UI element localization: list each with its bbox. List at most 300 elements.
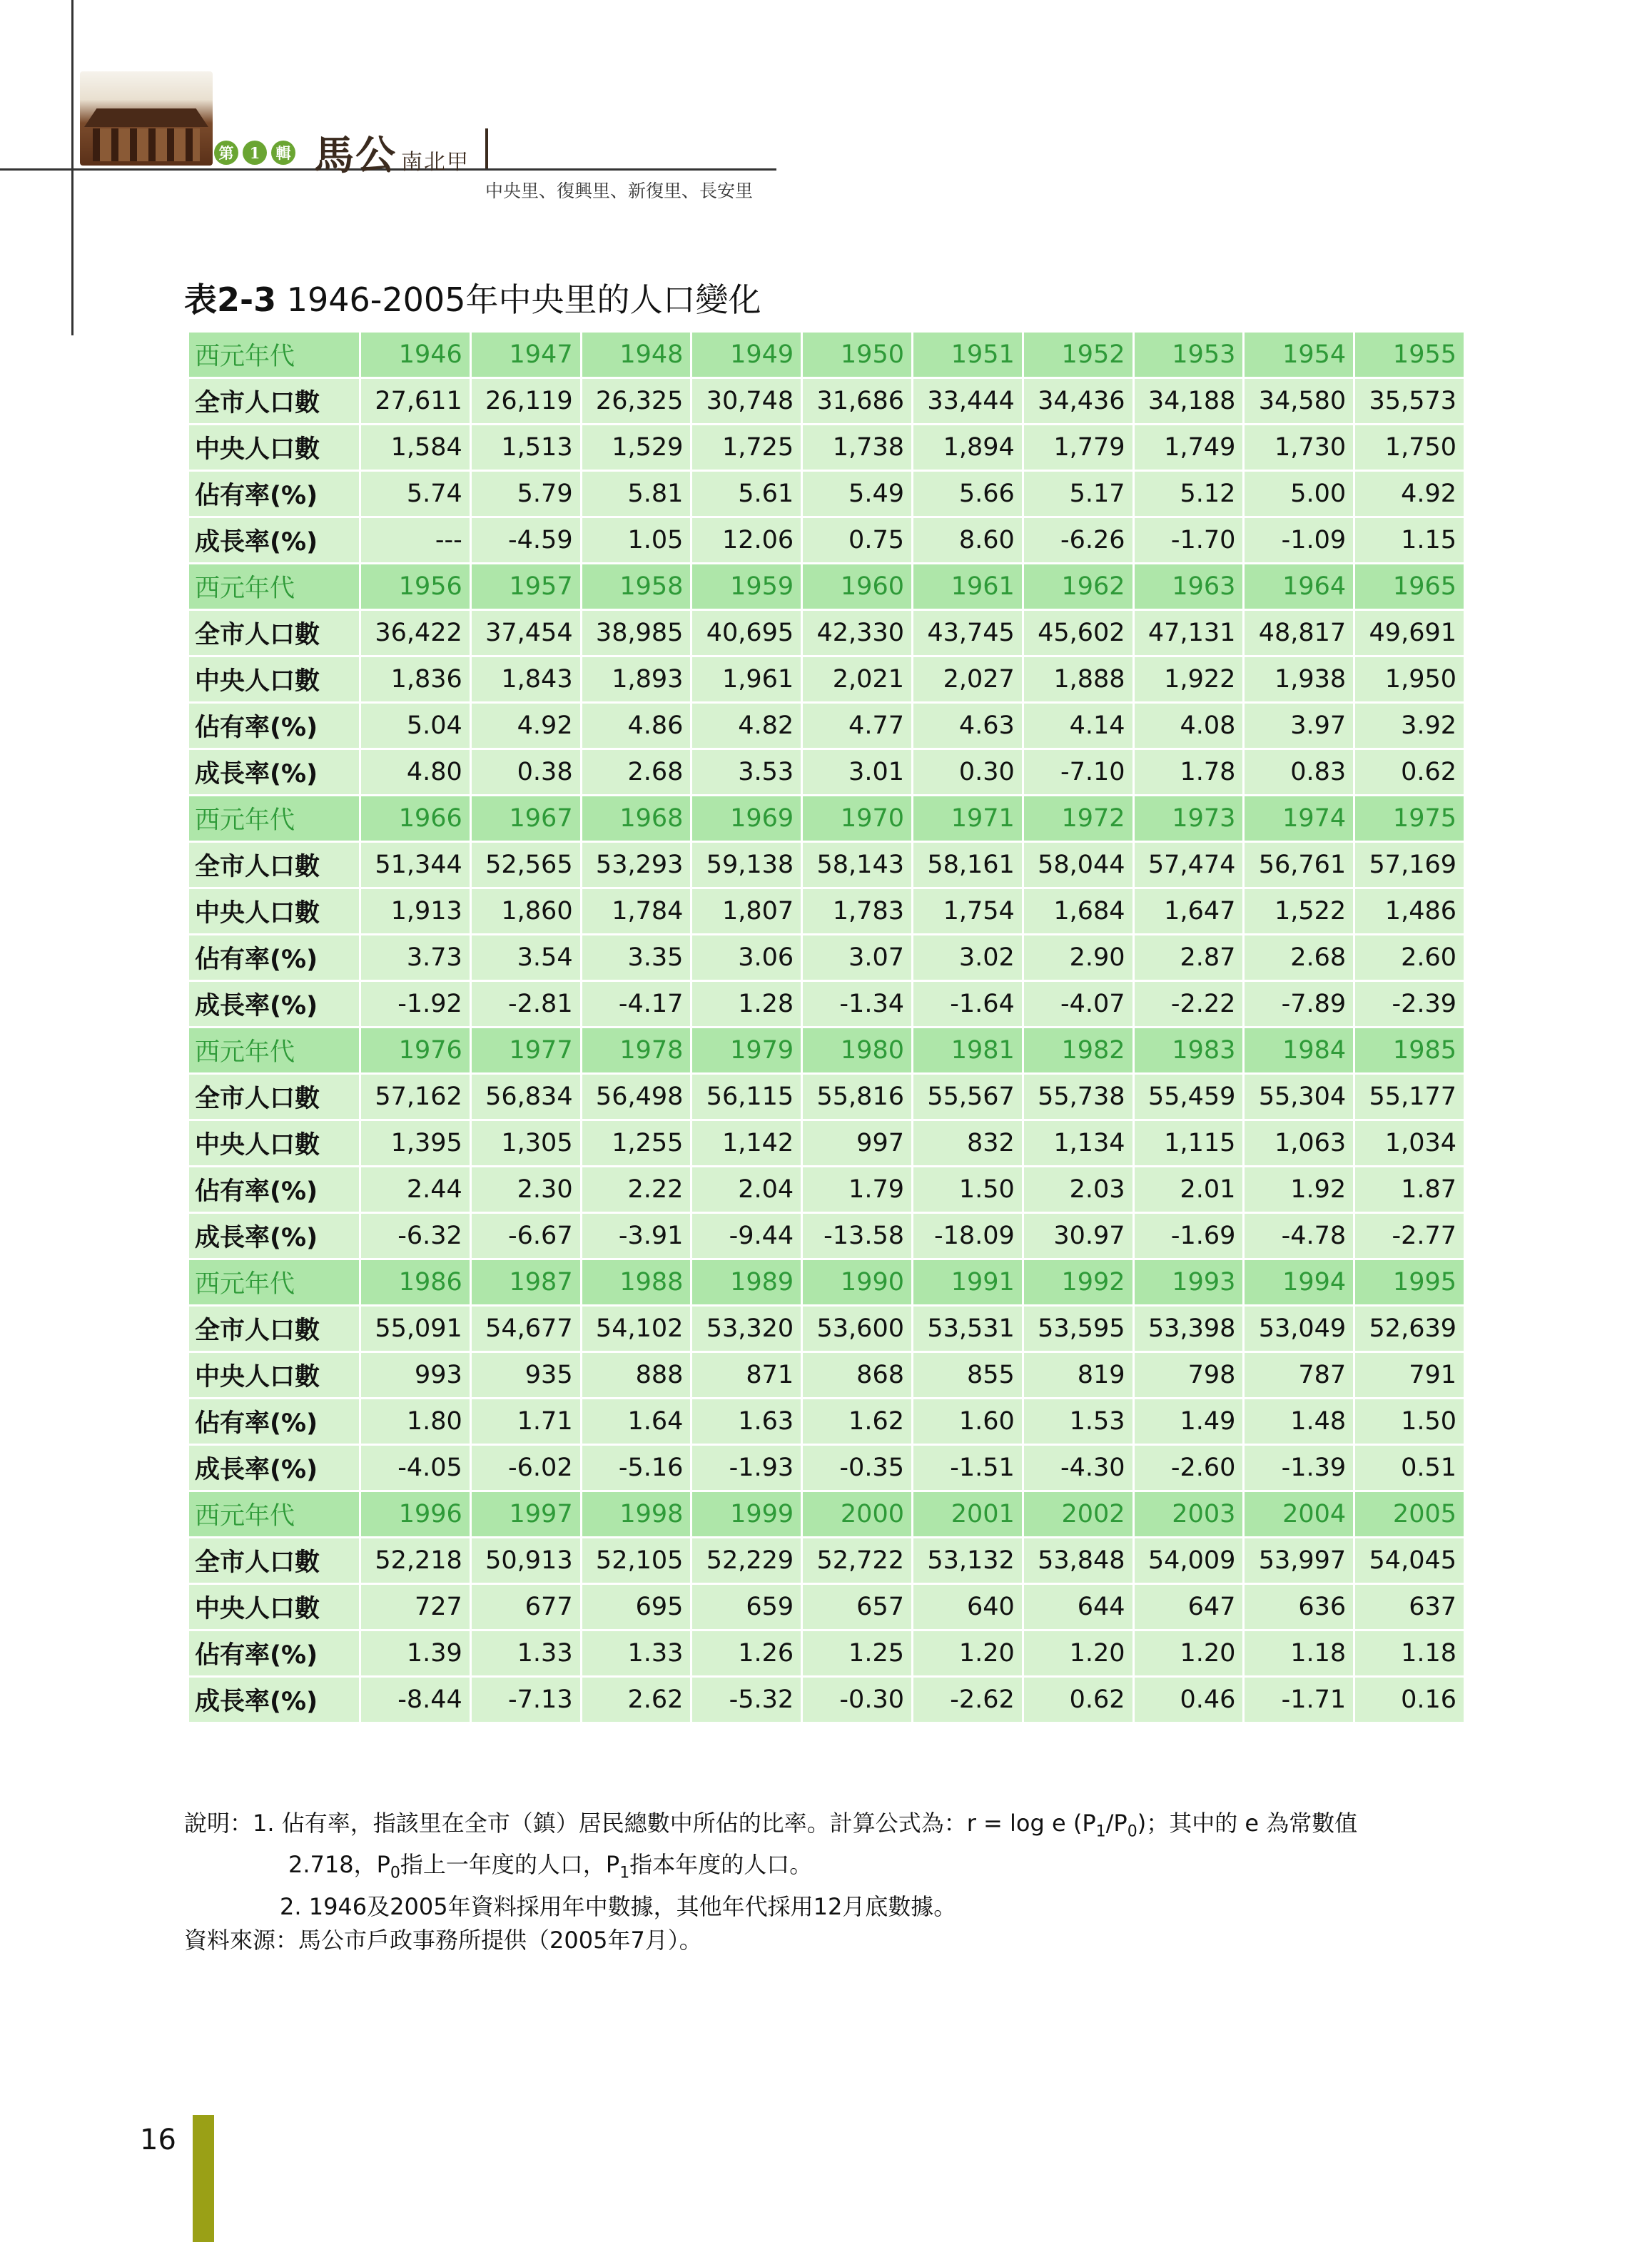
table-cell: 49,691 — [1355, 611, 1464, 655]
table-cell: 1.48 — [1245, 1399, 1353, 1444]
table-cell: 819 — [1024, 1353, 1132, 1397]
table-cell: 1,754 — [913, 889, 1022, 933]
table-cell: -4.07 — [1024, 982, 1132, 1026]
table-cell: 1.33 — [582, 1631, 691, 1675]
table-cell: -0.30 — [803, 1678, 911, 1722]
year-cell: 1959 — [692, 564, 801, 609]
table-cell: 8.60 — [913, 518, 1022, 562]
year-cell: 1950 — [803, 333, 911, 377]
year-cell: 1991 — [913, 1260, 1022, 1304]
table-cell: 38,985 — [582, 611, 691, 655]
table-cell: 2.04 — [692, 1167, 801, 1212]
table-cell: 1.05 — [582, 518, 691, 562]
year-cell: 1970 — [803, 796, 911, 841]
year-cell: 1963 — [1135, 564, 1243, 609]
table-cell: 1.63 — [692, 1399, 801, 1444]
table-cell: 727 — [361, 1585, 470, 1629]
table-cell: 868 — [803, 1353, 911, 1397]
table-cell: 0.30 — [913, 750, 1022, 794]
share-row — [189, 472, 1464, 516]
year-cell: 1981 — [913, 1028, 1022, 1072]
table-cell: 935 — [472, 1353, 580, 1397]
year-cell: 1965 — [1355, 564, 1464, 609]
table-cell: 12.06 — [692, 518, 801, 562]
year-cell: 1977 — [472, 1028, 580, 1072]
table-cell: 4.86 — [582, 704, 691, 748]
table-cell: 52,218 — [361, 1538, 470, 1583]
table-cell: 993 — [361, 1353, 470, 1397]
table-cell: 1.80 — [361, 1399, 470, 1444]
year-row — [189, 564, 1464, 609]
table-cell: 1,142 — [692, 1121, 801, 1165]
table-cell: -1.71 — [1245, 1678, 1353, 1722]
table-cell: 55,816 — [803, 1075, 911, 1119]
year-cell: 1968 — [582, 796, 691, 841]
table-cell: 787 — [1245, 1353, 1353, 1397]
year-cell: 1992 — [1024, 1260, 1132, 1304]
table-cell: 5.79 — [472, 472, 580, 516]
table-cell: -2.62 — [913, 1678, 1022, 1722]
table-cell: 3.73 — [361, 935, 470, 980]
table-cell: 3.07 — [803, 935, 911, 980]
note-2-text-a: 2.718，P — [288, 1851, 390, 1879]
year-cell: 1948 — [582, 333, 691, 377]
table-cell: 34,436 — [1024, 379, 1132, 423]
table-cell: 57,169 — [1355, 843, 1464, 887]
year-cell: 1955 — [1355, 333, 1464, 377]
year-cell: 1979 — [692, 1028, 801, 1072]
note-line-1 — [184, 1807, 1469, 1848]
table-cell: 2.87 — [1135, 935, 1243, 980]
table-cell: 1.33 — [472, 1631, 580, 1675]
table-cell: -2.77 — [1355, 1214, 1464, 1258]
table-cell: 43,745 — [913, 611, 1022, 655]
row-label: 佔有率(%) — [189, 1399, 359, 1444]
table-cell: 51,344 — [361, 843, 470, 887]
year-cell: 2003 — [1135, 1492, 1243, 1536]
table-cell: 1.71 — [472, 1399, 580, 1444]
table-cell: 1,836 — [361, 657, 470, 701]
table-cell: 3.97 — [1245, 704, 1353, 748]
table-cell: 1.50 — [1355, 1399, 1464, 1444]
table-cell: 56,761 — [1245, 843, 1353, 887]
table-cell: 58,143 — [803, 843, 911, 887]
table-cell: 659 — [692, 1585, 801, 1629]
table-cell: -4.78 — [1245, 1214, 1353, 1258]
year-cell: 2001 — [913, 1492, 1022, 1536]
table-cell: 33,444 — [913, 379, 1022, 423]
table-cell: 888 — [582, 1353, 691, 1397]
table-cell: -3.91 — [582, 1214, 691, 1258]
table-cell: 52,105 — [582, 1538, 691, 1583]
year-cell: 1957 — [472, 564, 580, 609]
table-cell: -0.35 — [803, 1446, 911, 1490]
table-cell: 35,573 — [1355, 379, 1464, 423]
row-label: 西元年代 — [189, 1492, 359, 1536]
table-cell: 4.14 — [1024, 704, 1132, 748]
table-cell: 5.00 — [1245, 472, 1353, 516]
table-cell: -1.51 — [913, 1446, 1022, 1490]
table-cell: 54,045 — [1355, 1538, 1464, 1583]
table-cell: 1.64 — [582, 1399, 691, 1444]
table-cell: 4.80 — [361, 750, 470, 794]
table-cell: 1,950 — [1355, 657, 1464, 701]
chapter-badge-char: 輯 — [271, 141, 295, 165]
table-cell: 55,567 — [913, 1075, 1022, 1119]
table-cell: 53,049 — [1245, 1307, 1353, 1351]
table-cell: 695 — [582, 1585, 691, 1629]
table-cell: 56,498 — [582, 1075, 691, 1119]
year-cell: 2005 — [1355, 1492, 1464, 1536]
table-cell: 53,600 — [803, 1307, 911, 1351]
table-cell: 1.92 — [1245, 1167, 1353, 1212]
table-cell: 1.50 — [913, 1167, 1022, 1212]
year-cell: 1999 — [692, 1492, 801, 1536]
chapter-badge-number: 1 — [243, 141, 267, 165]
table-cell: 2.22 — [582, 1167, 691, 1212]
table-cell: 1,749 — [1135, 425, 1243, 470]
table-cell: 53,132 — [913, 1538, 1022, 1583]
central-population-row — [189, 1353, 1464, 1397]
table-cell: 45,602 — [1024, 611, 1132, 655]
table-cell: 1.20 — [1135, 1631, 1243, 1675]
table-cell: 54,009 — [1135, 1538, 1243, 1583]
row-label: 中央人口數 — [189, 425, 359, 470]
row-label: 成長率(%) — [189, 518, 359, 562]
table-caption — [184, 274, 761, 321]
city-population-row — [189, 1075, 1464, 1119]
table-cell: 636 — [1245, 1585, 1353, 1629]
table-cell: 58,161 — [913, 843, 1022, 887]
table-cell: -1.39 — [1245, 1446, 1353, 1490]
table-cell: 26,119 — [472, 379, 580, 423]
table-cell: -6.67 — [472, 1214, 580, 1258]
table-cell: 55,304 — [1245, 1075, 1353, 1119]
note-2-subscript-0: 0 — [390, 1864, 400, 1882]
row-label: 佔有率(%) — [189, 1631, 359, 1675]
table-cell: 48,817 — [1245, 611, 1353, 655]
note-1-subscript-1: 1 — [1095, 1822, 1106, 1841]
note-1-text-a: 說明：1. 佔有率，指該里在全市（鎮）居民總數中所佔的比率。計算公式為：r = log e (P — [184, 1810, 1096, 1837]
year-cell: 1986 — [361, 1260, 470, 1304]
year-cell: 2002 — [1024, 1492, 1132, 1536]
table-cell: 26,325 — [582, 379, 691, 423]
table-cell: 1,779 — [1024, 425, 1132, 470]
table-cell: 2.68 — [582, 750, 691, 794]
table-cell: 53,595 — [1024, 1307, 1132, 1351]
year-cell: 1997 — [472, 1492, 580, 1536]
row-label: 中央人口數 — [189, 1121, 359, 1165]
chapter-title-small: 南北甲 — [401, 150, 470, 175]
table-cell: 4.63 — [913, 704, 1022, 748]
table-cell: 1,513 — [472, 425, 580, 470]
table-cell: 2.62 — [582, 1678, 691, 1722]
table-cell: 1,522 — [1245, 889, 1353, 933]
row-label: 佔有率(%) — [189, 1167, 359, 1212]
year-cell: 1949 — [692, 333, 801, 377]
table-cell: 1,730 — [1245, 425, 1353, 470]
table-cell: 1,738 — [803, 425, 911, 470]
population-table — [187, 330, 1466, 1724]
year-cell: 1988 — [582, 1260, 691, 1304]
table-cell: 0.16 — [1355, 1678, 1464, 1722]
city-population-row — [189, 379, 1464, 423]
header-vertical-rule — [71, 0, 74, 335]
year-cell: 1960 — [803, 564, 911, 609]
table-cell: 798 — [1135, 1353, 1243, 1397]
table-cell: 54,102 — [582, 1307, 691, 1351]
table-cell: -2.39 — [1355, 982, 1464, 1026]
growth-row — [189, 750, 1464, 794]
table-cell: 34,580 — [1245, 379, 1353, 423]
table-cell: 52,639 — [1355, 1307, 1464, 1351]
table-cell: 55,177 — [1355, 1075, 1464, 1119]
year-cell: 1996 — [361, 1492, 470, 1536]
table-cell: -5.16 — [582, 1446, 691, 1490]
table-cell: 56,834 — [472, 1075, 580, 1119]
table-cell: 1.28 — [692, 982, 801, 1026]
table-cell: 47,131 — [1135, 611, 1243, 655]
row-label: 成長率(%) — [189, 1678, 359, 1722]
year-cell: 1978 — [582, 1028, 691, 1072]
year-cell: 1947 — [472, 333, 580, 377]
population-table-body — [189, 333, 1464, 1722]
table-cell: 855 — [913, 1353, 1022, 1397]
table-cell: -2.22 — [1135, 982, 1243, 1026]
table-cell: 3.53 — [692, 750, 801, 794]
central-population-row — [189, 889, 1464, 933]
year-cell: 1971 — [913, 796, 1022, 841]
city-population-row — [189, 1538, 1464, 1583]
table-cell: 1.78 — [1135, 750, 1243, 794]
table-cell: -2.81 — [472, 982, 580, 1026]
table-cell: -1.09 — [1245, 518, 1353, 562]
table-cell: -7.89 — [1245, 982, 1353, 1026]
table-cell: 42,330 — [803, 611, 911, 655]
note-1-text-b: /P — [1105, 1810, 1127, 1837]
table-cell: 0.62 — [1355, 750, 1464, 794]
year-cell: 1962 — [1024, 564, 1132, 609]
note-line-3: 2. 1946及2005年資料採用年中數據，其他年代採用12月底數據。 — [280, 1892, 957, 1920]
table-cell: 52,565 — [472, 843, 580, 887]
source-line: 資料來源：馬公市戶政事務所提供（2005年7月）。 — [184, 1926, 702, 1954]
table-cell: 1,684 — [1024, 889, 1132, 933]
table-cell: 1,647 — [1135, 889, 1243, 933]
table-cell: -6.32 — [361, 1214, 470, 1258]
table-cell: 1,938 — [1245, 657, 1353, 701]
table-cell: 57,474 — [1135, 843, 1243, 887]
table-cell: 1.15 — [1355, 518, 1464, 562]
year-cell: 1952 — [1024, 333, 1132, 377]
footer-accent-bar — [193, 2115, 214, 2242]
year-cell: 1990 — [803, 1260, 911, 1304]
table-cell: 3.92 — [1355, 704, 1464, 748]
table-notes — [184, 1807, 1469, 1957]
table-cell: 3.06 — [692, 935, 801, 980]
table-cell: 1,486 — [1355, 889, 1464, 933]
year-cell: 1972 — [1024, 796, 1132, 841]
table-cell: 55,459 — [1135, 1075, 1243, 1119]
table-cell: 1,584 — [361, 425, 470, 470]
year-row — [189, 333, 1464, 377]
title-divider — [485, 128, 488, 168]
table-cell: -13.58 — [803, 1214, 911, 1258]
table-cell: 2.44 — [361, 1167, 470, 1212]
row-label: 全市人口數 — [189, 1075, 359, 1119]
year-cell: 1993 — [1135, 1260, 1243, 1304]
year-cell: 1982 — [1024, 1028, 1132, 1072]
table-cell: 59,138 — [692, 843, 801, 887]
table-cell: 53,398 — [1135, 1307, 1243, 1351]
table-cell: -1.69 — [1135, 1214, 1243, 1258]
temple-photo — [80, 71, 213, 166]
note-2-subscript-1: 1 — [619, 1864, 630, 1882]
row-label: 全市人口數 — [189, 611, 359, 655]
table-cell: 55,091 — [361, 1307, 470, 1351]
year-cell: 1969 — [692, 796, 801, 841]
row-label: 成長率(%) — [189, 982, 359, 1026]
year-cell: 1953 — [1135, 333, 1243, 377]
central-population-row — [189, 657, 1464, 701]
year-cell: 1976 — [361, 1028, 470, 1072]
table-cell: 1,913 — [361, 889, 470, 933]
growth-row — [189, 1446, 1464, 1490]
table-cell: 1,922 — [1135, 657, 1243, 701]
table-cell: -4.17 — [582, 982, 691, 1026]
row-label: 全市人口數 — [189, 379, 359, 423]
table-cell: 57,162 — [361, 1075, 470, 1119]
central-population-row — [189, 1585, 1464, 1629]
table-cell: 657 — [803, 1585, 911, 1629]
table-cell: 2,021 — [803, 657, 911, 701]
row-label: 中央人口數 — [189, 657, 359, 701]
table-cell: 5.12 — [1135, 472, 1243, 516]
table-cell: 53,320 — [692, 1307, 801, 1351]
table-cell: 53,997 — [1245, 1538, 1353, 1583]
central-population-row — [189, 1121, 1464, 1165]
year-cell: 1966 — [361, 796, 470, 841]
share-row — [189, 1167, 1464, 1212]
temple-roof — [84, 108, 208, 127]
table-cell: 1,843 — [472, 657, 580, 701]
chapter-badge-char: 第 — [214, 141, 238, 165]
table-cell: -7.13 — [472, 1678, 580, 1722]
year-cell: 1998 — [582, 1492, 691, 1536]
row-label: 中央人口數 — [189, 1353, 359, 1397]
table-cell: 5.74 — [361, 472, 470, 516]
row-label: 佔有率(%) — [189, 704, 359, 748]
row-label: 西元年代 — [189, 1260, 359, 1304]
year-cell: 1958 — [582, 564, 691, 609]
table-cell: 1,784 — [582, 889, 691, 933]
table-cell: 1,893 — [582, 657, 691, 701]
table-cell: 27,611 — [361, 379, 470, 423]
table-cell: -4.05 — [361, 1446, 470, 1490]
table-cell: 1,783 — [803, 889, 911, 933]
table-cell: -4.30 — [1024, 1446, 1132, 1490]
table-cell: 637 — [1355, 1585, 1464, 1629]
table-cell: 2.03 — [1024, 1167, 1132, 1212]
year-cell: 2004 — [1245, 1492, 1353, 1536]
table-cell: 677 — [472, 1585, 580, 1629]
year-cell: 1951 — [913, 333, 1022, 377]
table-cell: 58,044 — [1024, 843, 1132, 887]
share-row — [189, 1631, 1464, 1675]
year-cell: 1964 — [1245, 564, 1353, 609]
table-caption-label: 表2-3 — [184, 280, 277, 319]
table-cell: 1,961 — [692, 657, 801, 701]
table-cell: 1,115 — [1135, 1121, 1243, 1165]
note-1-subscript-0: 0 — [1127, 1822, 1137, 1841]
table-cell: 1,807 — [692, 889, 801, 933]
page-number: 16 — [140, 2124, 176, 2156]
growth-row — [189, 1678, 1464, 1722]
year-cell: 1973 — [1135, 796, 1243, 841]
table-cell: 5.66 — [913, 472, 1022, 516]
table-cell: -6.02 — [472, 1446, 580, 1490]
table-cell: 1.18 — [1245, 1631, 1353, 1675]
table-cell: -1.93 — [692, 1446, 801, 1490]
table-cell: 2.68 — [1245, 935, 1353, 980]
table-cell: 53,848 — [1024, 1538, 1132, 1583]
table-cell: 1.25 — [803, 1631, 911, 1675]
table-cell: 791 — [1355, 1353, 1464, 1397]
table-cell: 36,422 — [361, 611, 470, 655]
note-2-text-c: 指本年度的人口。 — [629, 1851, 813, 1879]
table-cell: 5.04 — [361, 704, 470, 748]
city-population-row — [189, 611, 1464, 655]
row-label: 西元年代 — [189, 333, 359, 377]
growth-row — [189, 1214, 1464, 1258]
table-cell: 832 — [913, 1121, 1022, 1165]
table-cell: 871 — [692, 1353, 801, 1397]
chapter-badge — [214, 140, 295, 166]
table-cell: 50,913 — [472, 1538, 580, 1583]
table-cell: 1.87 — [1355, 1167, 1464, 1212]
year-cell: 1961 — [913, 564, 1022, 609]
year-row — [189, 1492, 1464, 1536]
city-population-row — [189, 1307, 1464, 1351]
row-label: 全市人口數 — [189, 843, 359, 887]
table-cell: 2.90 — [1024, 935, 1132, 980]
table-cell: 3.54 — [472, 935, 580, 980]
year-cell: 1994 — [1245, 1260, 1353, 1304]
row-label: 成長率(%) — [189, 1214, 359, 1258]
table-cell: 997 — [803, 1121, 911, 1165]
note-line-2 — [184, 1848, 1469, 1890]
row-label: 中央人口數 — [189, 1585, 359, 1629]
chapter-subtitle: 中央里、復興里、新復里、長安里 — [485, 181, 754, 201]
year-cell: 1987 — [472, 1260, 580, 1304]
table-cell: -1.70 — [1135, 518, 1243, 562]
note-1-text-c: )；其中的 e 為常數值 — [1137, 1810, 1358, 1837]
table-cell: 1,750 — [1355, 425, 1464, 470]
table-cell: 1,305 — [472, 1121, 580, 1165]
table-cell: -2.60 — [1135, 1446, 1243, 1490]
table-cell: 647 — [1135, 1585, 1243, 1629]
year-row — [189, 1260, 1464, 1304]
share-row — [189, 935, 1464, 980]
table-cell: -8.44 — [361, 1678, 470, 1722]
growth-row — [189, 982, 1464, 1026]
table-cell: 30,748 — [692, 379, 801, 423]
table-cell: 53,531 — [913, 1307, 1022, 1351]
table-cell: 1,395 — [361, 1121, 470, 1165]
row-label: 中央人口數 — [189, 889, 359, 933]
table-cell: 1,255 — [582, 1121, 691, 1165]
table-cell: 52,722 — [803, 1538, 911, 1583]
table-caption-text: 1946-2005年中央里的人口變化 — [286, 280, 761, 319]
